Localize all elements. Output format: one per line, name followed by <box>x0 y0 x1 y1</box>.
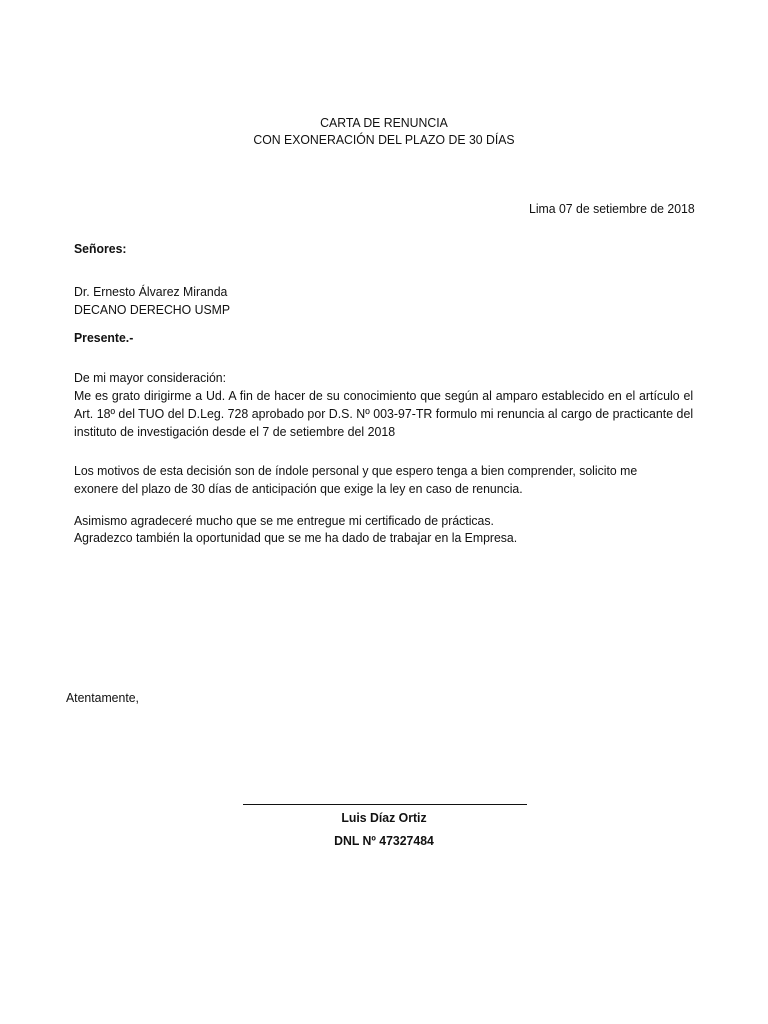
signature-line <box>243 804 527 805</box>
greeting: De mi mayor consideración: <box>74 370 227 385</box>
recipient-name: Dr. Ernesto Álvarez Miranda <box>74 284 228 299</box>
paragraph-resignation: Me es grato dirigirme a Ud. A fin de hacer de su conocimiento que según al amparo establecido en el artículo el Art. 18º del TUO del D.Leg. 728 aprobado por D.S. Nº 003-97-TR formulo mi renuncia al cargo de practicante del instituto de investigación desde el 7 de setiembre del 2018 <box>74 388 694 439</box>
paragraph-reasons-line1: Los motivos de esta decisión son de índole personal y que espero tenga a bien comprender, solicito me <box>74 463 638 478</box>
letter-date: Lima 07 de setiembre de 2018 <box>529 201 695 216</box>
paragraph-reasons-line2: exonere del plazo de 30 días de anticipación que exige la ley en caso de renuncia. <box>74 481 523 496</box>
recipient-title: DECANO DERECHO USMP <box>74 302 231 317</box>
presente-label: Presente.- <box>74 330 134 345</box>
signer-id: DNL Nº 47327484 <box>334 833 434 848</box>
letter-title-line2: CON EXONERACIÓN DEL PLAZO DE 30 DÍAS <box>253 132 515 147</box>
salutation: Señores: <box>74 241 127 256</box>
paragraph-thanks-line1: Asimismo agradeceré mucho que se me entregue mi certificado de prácticas. <box>74 513 494 528</box>
signer-name: Luis Díaz Ortiz <box>341 810 427 825</box>
closing: Atentamente, <box>66 690 139 705</box>
paragraph-thanks-line2: Agradezco también la oportunidad que se me ha dado de trabajar en la Empresa. <box>74 530 518 545</box>
letter-title-line1: CARTA DE RENUNCIA <box>320 115 448 130</box>
